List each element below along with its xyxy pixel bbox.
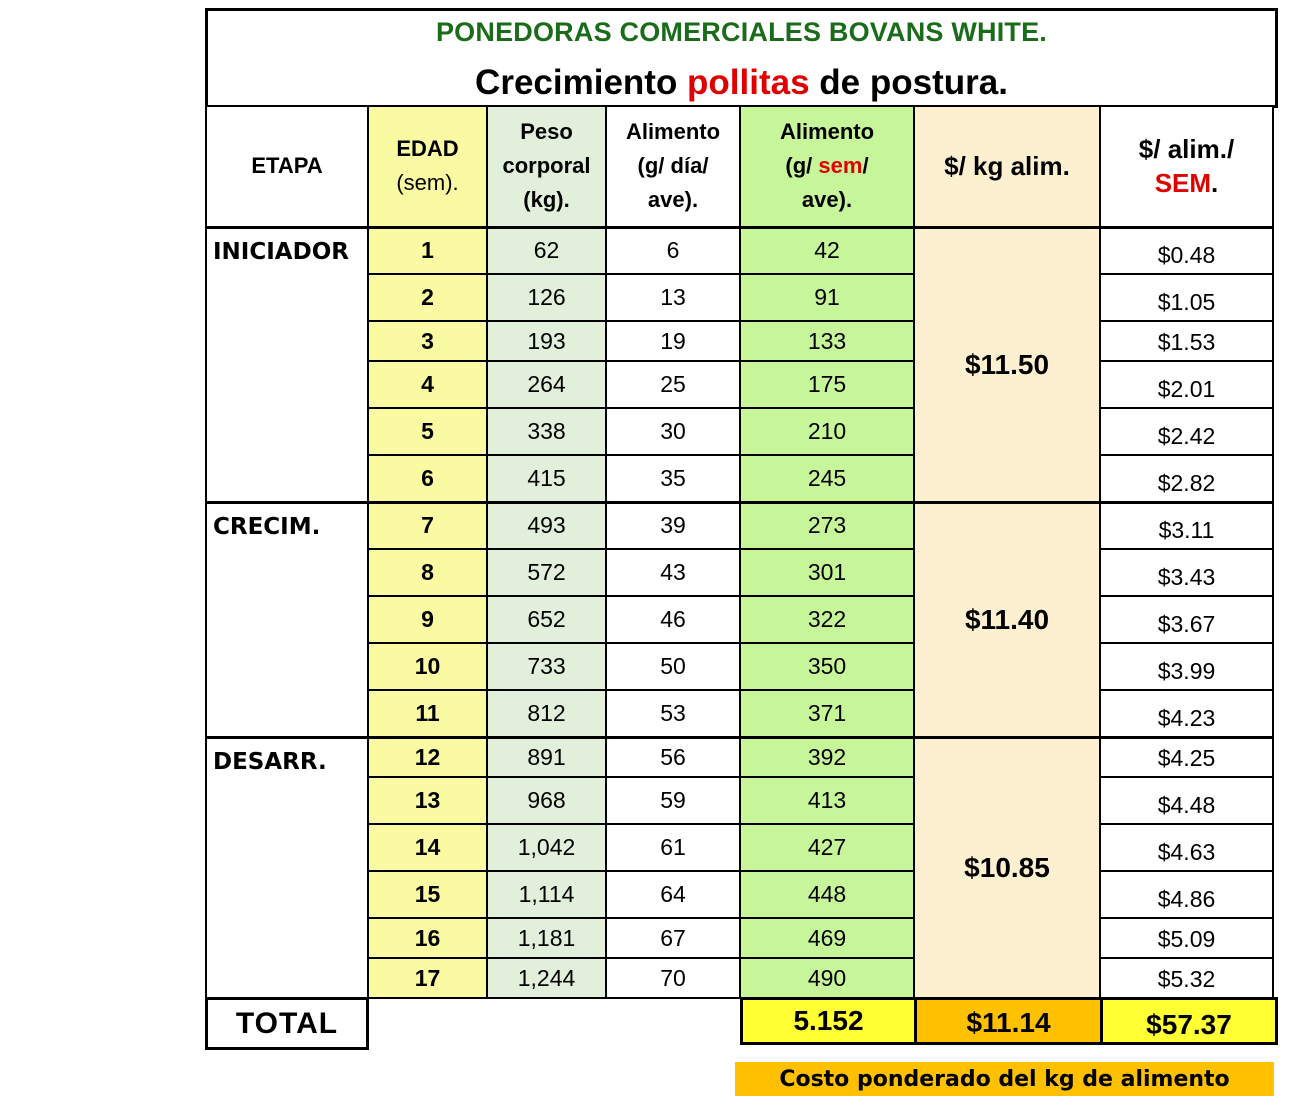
header-costo-sem-line-1: $/ alim./ <box>1138 134 1235 165</box>
cell-alimento-sem: 413 <box>740 777 914 824</box>
header-peso-line-1: Peso <box>520 119 573 145</box>
cell-alimento-sem: 490 <box>740 958 914 998</box>
title-line-2-highlight: pollitas <box>687 63 810 102</box>
cell-costo-sem: $3.11 <box>1100 502 1273 549</box>
cell-alimento-sem: 245 <box>740 455 914 502</box>
cell-costo-sem: $3.43 <box>1100 549 1273 596</box>
cell-costo-sem: $3.99 <box>1100 643 1273 690</box>
cell-alimento-sem: 210 <box>740 408 914 455</box>
cell-alimento-sem: 469 <box>740 918 914 958</box>
cell-peso: 1,181 <box>487 918 606 958</box>
cell-peso: 1,114 <box>487 871 606 918</box>
header-etapa: ETAPA <box>206 106 368 227</box>
cell-costo-sem: $2.42 <box>1100 408 1273 455</box>
cell-edad: 4 <box>368 361 487 408</box>
header-alimento-sem-unit-end: / <box>862 153 869 179</box>
table-row <box>206 737 1273 777</box>
cell-peso: 193 <box>487 321 606 361</box>
total-label: TOTAL <box>205 997 369 1050</box>
title-line-2-start: Crecimiento <box>475 63 688 102</box>
header-peso <box>487 106 606 227</box>
header-edad <box>368 106 487 227</box>
table-body <box>206 227 1273 998</box>
cell-alimento-dia: 56 <box>606 737 740 777</box>
header-costo-sem-highlight: SEM <box>1154 168 1212 199</box>
cell-peso: 126 <box>487 274 606 321</box>
table-row <box>206 227 1273 274</box>
cell-edad: 11 <box>368 690 487 737</box>
cell-alimento-dia: 19 <box>606 321 740 361</box>
cell-alimento-sem: 392 <box>740 737 914 777</box>
stage-price: $10.85 <box>914 737 1100 998</box>
title-line-1: PONEDORAS COMERCIALES BOVANS WHITE. <box>435 17 1048 47</box>
cell-edad: 6 <box>368 455 487 502</box>
header-alimento-dia-line-3: ave). <box>647 187 699 213</box>
cell-edad: 12 <box>368 737 487 777</box>
cell-edad: 5 <box>368 408 487 455</box>
stage-name: INICIADOR <box>206 227 368 502</box>
cell-edad: 15 <box>368 871 487 918</box>
cell-edad: 10 <box>368 643 487 690</box>
cell-peso: 264 <box>487 361 606 408</box>
cell-peso: 652 <box>487 596 606 643</box>
header-peso-line-3: (kg). <box>523 187 570 213</box>
cell-alimento-dia: 25 <box>606 361 740 408</box>
title-line-2 <box>208 63 1275 103</box>
cell-alimento-dia: 61 <box>606 824 740 871</box>
table-row <box>206 502 1273 549</box>
cell-edad: 14 <box>368 824 487 871</box>
cell-edad: 7 <box>368 502 487 549</box>
cell-alimento-dia: 35 <box>606 455 740 502</box>
cell-alimento-sem: 91 <box>740 274 914 321</box>
cell-peso: 891 <box>487 737 606 777</box>
cell-edad: 1 <box>368 227 487 274</box>
header-alimento-sem <box>740 106 914 227</box>
cell-alimento-sem: 350 <box>740 643 914 690</box>
header-peso-line-2: corporal <box>502 153 591 179</box>
cell-peso: 812 <box>487 690 606 737</box>
cell-alimento-sem: 42 <box>740 227 914 274</box>
cell-alimento-sem: 371 <box>740 690 914 737</box>
cell-peso: 1,042 <box>487 824 606 871</box>
header-alimento-dia <box>606 106 740 227</box>
cell-edad: 17 <box>368 958 487 998</box>
cell-edad: 16 <box>368 918 487 958</box>
cell-edad: 13 <box>368 777 487 824</box>
cell-alimento-dia: 43 <box>606 549 740 596</box>
cell-edad: 2 <box>368 274 487 321</box>
cell-alimento-sem: 322 <box>740 596 914 643</box>
cell-peso: 733 <box>487 643 606 690</box>
cell-costo-sem: $2.82 <box>1100 455 1273 502</box>
cell-alimento-sem: 133 <box>740 321 914 361</box>
title-line-2-end: de postura. <box>809 63 1008 102</box>
cell-alimento-sem: 448 <box>740 871 914 918</box>
cell-alimento-sem: 273 <box>740 502 914 549</box>
cell-costo-sem: $0.48 <box>1100 227 1273 274</box>
cell-costo-sem: $4.48 <box>1100 777 1273 824</box>
header-costo-sem-end: . <box>1211 168 1219 199</box>
growth-table <box>205 105 1274 999</box>
cell-alimento-dia: 70 <box>606 958 740 998</box>
header-costo-sem <box>1100 106 1273 227</box>
header-alimento-sem-line-2 <box>741 149 913 183</box>
total-costo: $57.37 <box>1100 997 1278 1045</box>
cell-costo-sem: $1.53 <box>1100 321 1273 361</box>
header-alimento-sem-unit-start: (g/ <box>785 153 819 179</box>
cell-alimento-dia: 50 <box>606 643 740 690</box>
cell-edad: 3 <box>368 321 487 361</box>
cell-alimento-dia: 46 <box>606 596 740 643</box>
cell-alimento-dia: 67 <box>606 918 740 958</box>
header-edad-unit: (sem). <box>396 170 459 196</box>
total-alimento-sem: 5.152 <box>740 997 917 1045</box>
cell-alimento-sem: 427 <box>740 824 914 871</box>
note-costo-ponderado: Costo ponderado del kg de alimento <box>735 1062 1274 1096</box>
cell-alimento-dia: 53 <box>606 690 740 737</box>
stage-price: $11.40 <box>914 502 1100 737</box>
cell-costo-sem: $1.05 <box>1100 274 1273 321</box>
header-precio-kg: $/ kg alim. <box>914 106 1100 227</box>
header-alimento-sem-unit-highlight: sem <box>818 153 863 179</box>
cell-alimento-dia: 30 <box>606 408 740 455</box>
cell-costo-sem: $3.67 <box>1100 596 1273 643</box>
cell-peso: 338 <box>487 408 606 455</box>
cell-alimento-dia: 39 <box>606 502 740 549</box>
cell-alimento-dia: 64 <box>606 871 740 918</box>
cell-edad: 9 <box>368 596 487 643</box>
header-alimento-sem-line-3: ave). <box>801 187 853 213</box>
header-alimento-sem-line-1: Alimento <box>779 119 875 145</box>
title-box <box>205 8 1278 108</box>
cell-peso: 572 <box>487 549 606 596</box>
header-costo-sem-line-2 <box>1101 166 1272 200</box>
cell-alimento-sem: 301 <box>740 549 914 596</box>
cell-costo-sem: $2.01 <box>1100 361 1273 408</box>
header-alimento-dia-line-2: (g/ día/ <box>637 153 709 179</box>
cell-alimento-dia: 6 <box>606 227 740 274</box>
cell-peso: 415 <box>487 455 606 502</box>
cell-alimento-dia: 59 <box>606 777 740 824</box>
cell-alimento-sem: 175 <box>740 361 914 408</box>
header-alimento-dia-line-1: Alimento <box>625 119 721 145</box>
cell-costo-sem: $4.25 <box>1100 737 1273 777</box>
cell-peso: 968 <box>487 777 606 824</box>
cell-costo-sem: $5.32 <box>1100 958 1273 998</box>
cell-peso: 1,244 <box>487 958 606 998</box>
cell-peso: 493 <box>487 502 606 549</box>
stage-name: CRECIM. <box>206 502 368 737</box>
stage-price: $11.50 <box>914 227 1100 502</box>
cell-peso: 62 <box>487 227 606 274</box>
header-edad-title: EDAD <box>396 136 459 162</box>
cell-costo-sem: $4.86 <box>1100 871 1273 918</box>
cell-alimento-dia: 13 <box>606 274 740 321</box>
cell-costo-sem: $4.23 <box>1100 690 1273 737</box>
cell-edad: 8 <box>368 549 487 596</box>
cell-costo-sem: $5.09 <box>1100 918 1273 958</box>
total-precio-ponderado: $11.14 <box>914 997 1103 1045</box>
cell-costo-sem: $4.63 <box>1100 824 1273 871</box>
stage-name: DESARR. <box>206 737 368 998</box>
